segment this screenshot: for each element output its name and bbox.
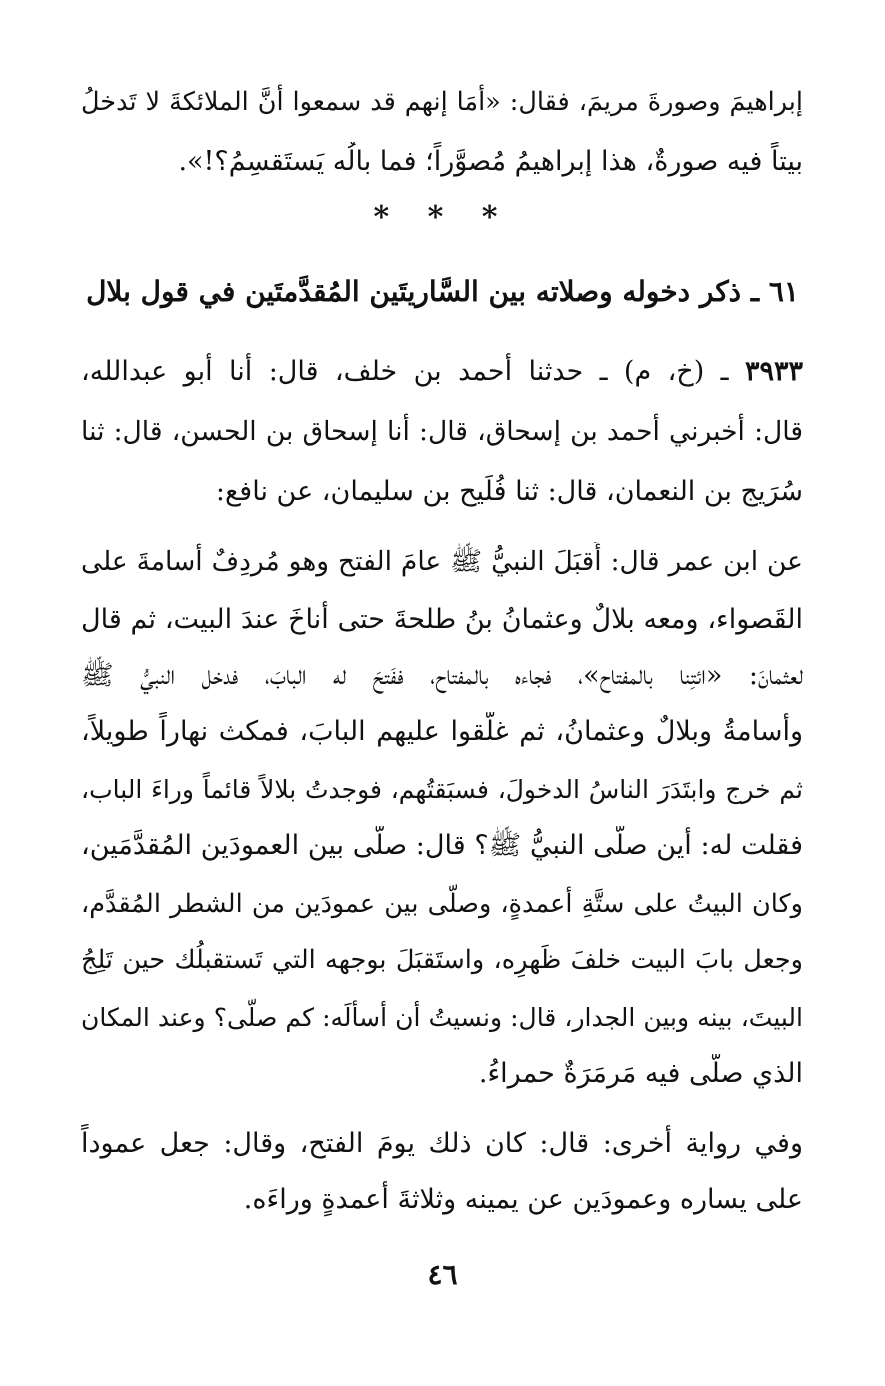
isnad-line-2: قال: أخبرني أحمد بن إسحاق، قال: أنا إسحاق بن الحسن، قال: ثنا	[81, 416, 803, 447]
isnad-line-3: سُرَيج بن النعمان، قال: ثنا فُلَيح بن سليمان، عن نافع:	[215, 476, 803, 507]
isnad-text-1: ـ (خ، م) ـ حدثنا أحمد بن خلف، قال: أنا أبو عبدالله،	[81, 356, 729, 387]
hadith-number: ٣٩٣٣	[744, 356, 803, 387]
matn-line-3: لعثمانَ: «ائتِنا بالمفتاح»، فجاءه بالمفتاح، ففَتحَ له البابَ، فدخل النبيُّ ﷺ	[81, 660, 803, 691]
page-number: ٤٦	[427, 1258, 458, 1291]
matn-line-6: فقلت له: أين صلَّى النبيُّ ﷺ؟ قال: صلَّى بين العمودَين المُقدَّمَين،	[81, 830, 803, 861]
top-paragraph-line-1: إبراهيمَ وصورةَ مريمَ، فقال: «أمَا إنهم قد سمعوا أنَّ الملائكةَ لا تَدخلُ	[81, 87, 803, 117]
top-paragraph-line-2: بيتاً فيه صورةٌ، هذا إبراهيمُ مُصوَّراً؛ فما بالُه يَستَقسِمُ؟!».	[178, 146, 803, 177]
other-narration-line-2: على يساره وعمودَين عن يمينه وثلاثةَ أعمدةٍ وراءَه.	[243, 1184, 803, 1215]
isnad-line-1	[81, 352, 803, 392]
matn-line-10: الذي صلَّى فيه مَرمَرَةٌ حمراءُ.	[478, 1058, 803, 1089]
matn-line-5: ثم خرج وابتَدَرَ الناسُ الدخولَ، فسبَقتُهم، فوجدتُ بلالاً قائماً وراءَ الباب،	[81, 775, 803, 804]
matn-line-8: وجعل بابَ البيت خلفَ ظَهرِه، واستَقبَلَ بوجهه التي تَستقبلُك حين تَلِجُ	[81, 945, 803, 975]
other-narration-line-1: وفي رواية أخرى: قال: كان ذلك يومَ الفتح، وقال: جعل عموداً	[81, 1128, 803, 1159]
chapter-heading: ٦١ ـ ذكر دخوله وصلاته بين السَّاريتَين المُقدَّمتَين في قول بلال	[86, 275, 799, 308]
section-separator: * * *	[373, 200, 512, 235]
matn-line-2: القَصواء، ومعه بلالٌ وعثمانُ بنُ طلحةَ حتى أَناخَ عندَ البيت، ثم قال	[81, 604, 803, 635]
matn-line-1: عن ابن عمر قال: أَقبَلَ النبيُّ ﷺ عامَ الفتح وهو مُردِفٌ أسامةَ على	[81, 546, 803, 577]
matn-line-4: وأسامةُ وبلالٌ وعثمانُ، ثم غلَّقوا عليهم البابَ، فمكث نهاراً طويلاً،	[81, 716, 803, 747]
matn-line-9: البيتَ، بينه وبين الجدار، قال: ونسيتُ أن أسألَه: كم صلَّى؟ وعند المكان	[81, 1003, 803, 1032]
matn-line-7: وكان البيتُ على ستَّةِ أعمدةٍ، وصلَّى بين عمودَين من الشطر المُقدَّم،	[81, 889, 803, 919]
